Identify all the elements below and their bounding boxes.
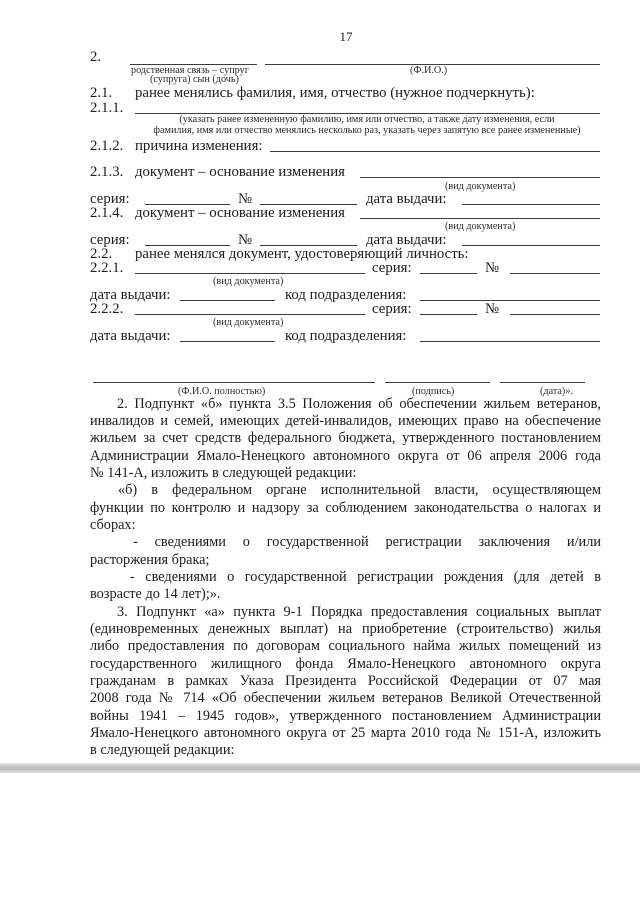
blank-number xyxy=(510,273,600,274)
number-label: № xyxy=(485,259,500,276)
item-2-1-3-text: документ – основание изменения xyxy=(135,163,345,180)
blank-issue-date xyxy=(462,245,600,246)
item-2-1-4-number: 2.1.4. xyxy=(90,204,124,221)
paragraph-line: Ямало-Ненецкого автономного округа от 25 марта 2010 года № 151-А, изложить xyxy=(90,725,601,742)
issue-date-label: дата выдачи: xyxy=(366,190,447,207)
scan-page-edge xyxy=(0,763,640,773)
item-2-1-2-number: 2.1.2. xyxy=(90,137,124,154)
document-type-caption: (вид документа) xyxy=(445,220,516,232)
bullet-marriage-registration xyxy=(90,534,601,569)
blank-division-code xyxy=(420,300,600,301)
relation-caption-2: (супруга) сын (дочь) xyxy=(150,73,239,85)
blank-change-reason xyxy=(270,151,600,152)
paragraph-line: 3. Подпункт «а» пункта 9-1 Порядка предоставления социальных выплат xyxy=(117,603,601,620)
blank-division-code xyxy=(420,341,600,342)
division-code-label: код подразделения: xyxy=(285,327,407,344)
paragraph-line: № 141-А, изложить в следующей редакции: xyxy=(90,464,357,481)
paragraph-line: войны 1941 – 1945 годов», утвержденного постановлением Администрации xyxy=(90,707,601,724)
blank-date xyxy=(500,382,585,383)
paragraph-line: - сведениями о государственной регистрации заключения и/или xyxy=(133,534,601,551)
item-2-2-2-number: 2.2.2. xyxy=(90,300,124,317)
number-label: № xyxy=(238,190,253,207)
previous-name-caption-1: (указать ранее измененную фамилию, имя или отчество, а также дату изменения, если xyxy=(179,113,555,125)
paragraph-line: Администрации Ямало-Ненецкого автономного округа от 06 апреля 2006 года xyxy=(90,447,601,464)
paragraph-amendment-3 xyxy=(90,604,601,760)
paragraph-line: (единовременных денежных выплат) на приобретение (строительство) жилья xyxy=(90,620,601,637)
paragraph-line: инвалидов и семей, имеющих детей-инвалидов, имеющих право на обеспечение xyxy=(90,412,601,429)
item-2-2-text: ранее менялся документ, удостоверяющий личность: xyxy=(135,245,469,262)
blank-signature xyxy=(385,382,490,383)
item-2-number: 2. xyxy=(90,48,102,65)
item-2-1-4-text: документ – основание изменения xyxy=(135,204,345,221)
blank-series xyxy=(420,314,477,315)
item-2-1-2-text: причина изменения: xyxy=(135,137,263,154)
previous-name-caption-2: фамилия, имя или отчество менялись несколько раз, указать через запятую все ранее измененные) xyxy=(153,124,581,136)
paragraph-amendment-2 xyxy=(90,396,601,483)
item-2-1-text: ранее менялись фамилия, имя, отчество (нужное подчеркнуть): xyxy=(135,84,535,101)
paragraph-line: государственного жилищного фонда Ямало-Ненецкого автономного округа xyxy=(90,655,601,672)
paragraph-line: - сведениями о государственной регистрации рождения (для детей в xyxy=(130,568,601,585)
paragraph-line: сборах: xyxy=(90,516,136,533)
paragraph-line: возрасте до 14 лет);». xyxy=(90,586,221,603)
blank-number xyxy=(510,314,600,315)
issue-date-label: дата выдачи: xyxy=(90,327,171,344)
paragraph-line: функции по контролю и надзору за соблюдением законодательства о налогах и xyxy=(90,499,601,516)
item-2-2-number: 2.2. xyxy=(90,245,113,262)
item-2-1-number: 2.1. xyxy=(90,84,113,101)
number-label: № xyxy=(238,231,253,248)
blank-id-document-type xyxy=(135,314,365,315)
paragraph-line: жильем за счет средств федерального бюджета, утвержденного постановлением xyxy=(90,430,601,447)
paragraph-line: либо предоставления по договорам социального найма жилых помещений из xyxy=(90,638,601,655)
item-2-1-3-number: 2.1.3. xyxy=(90,163,124,180)
blank-series xyxy=(420,273,477,274)
fio-caption: (Ф.И.О.) xyxy=(410,65,448,76)
item-2-2-1-number: 2.2.1. xyxy=(90,259,124,276)
relation-caption-1: родственная связь – супруг xyxy=(131,65,249,76)
document-type-caption: (вид документа) xyxy=(213,316,284,328)
paragraph-line: 2008 года № 714 «Об обеспечении жильем ветеранов Великой Отечественной xyxy=(90,690,601,707)
signature-caption: (подпись) xyxy=(412,385,455,397)
blank-issue-date xyxy=(180,300,275,301)
paragraph-line: в следующей редакции: xyxy=(90,742,235,759)
issue-date-label: дата выдачи: xyxy=(366,231,447,248)
blank-basis-document-1 xyxy=(360,177,600,178)
paragraph-line: гражданам в рамках Указа Президента Российской Федерации от 07 мая xyxy=(90,673,601,689)
number-label: № xyxy=(485,300,500,317)
series-label: серия: xyxy=(372,300,412,317)
blank-id-document-type xyxy=(135,273,365,274)
full-name-caption: (Ф.И.О. полностью) xyxy=(178,385,266,397)
division-code-label: код подразделения: xyxy=(285,286,407,303)
document-type-caption: (вид документа) xyxy=(213,275,284,287)
series-label: серия: xyxy=(90,190,130,207)
paragraph-line: 2. Подпункт «б» пункта 3.5 Положения об обеспечении жильем ветеранов, xyxy=(117,395,601,412)
page-number: 17 xyxy=(339,29,353,44)
series-label: серия: xyxy=(90,231,130,248)
paragraph-quoted-subitem-b xyxy=(90,482,601,534)
paragraph-line: «б) в федеральном органе исполнительной власти, осуществляющем xyxy=(118,482,601,499)
blank-issue-date xyxy=(462,204,600,205)
blank-basis-document-2 xyxy=(360,218,600,219)
body-text xyxy=(90,396,601,760)
paragraph-line: расторжения брака; xyxy=(90,551,210,568)
series-label: серия: xyxy=(372,259,412,276)
blank-issue-date xyxy=(180,341,275,342)
issue-date-label: дата выдачи: xyxy=(90,286,171,303)
document-type-caption: (вид документа) xyxy=(445,180,516,192)
blank-full-name xyxy=(93,382,375,383)
date-caption: (дата)». xyxy=(540,385,573,397)
bullet-birth-registration xyxy=(90,569,601,604)
item-2-1-1-number: 2.1.1. xyxy=(90,99,124,116)
